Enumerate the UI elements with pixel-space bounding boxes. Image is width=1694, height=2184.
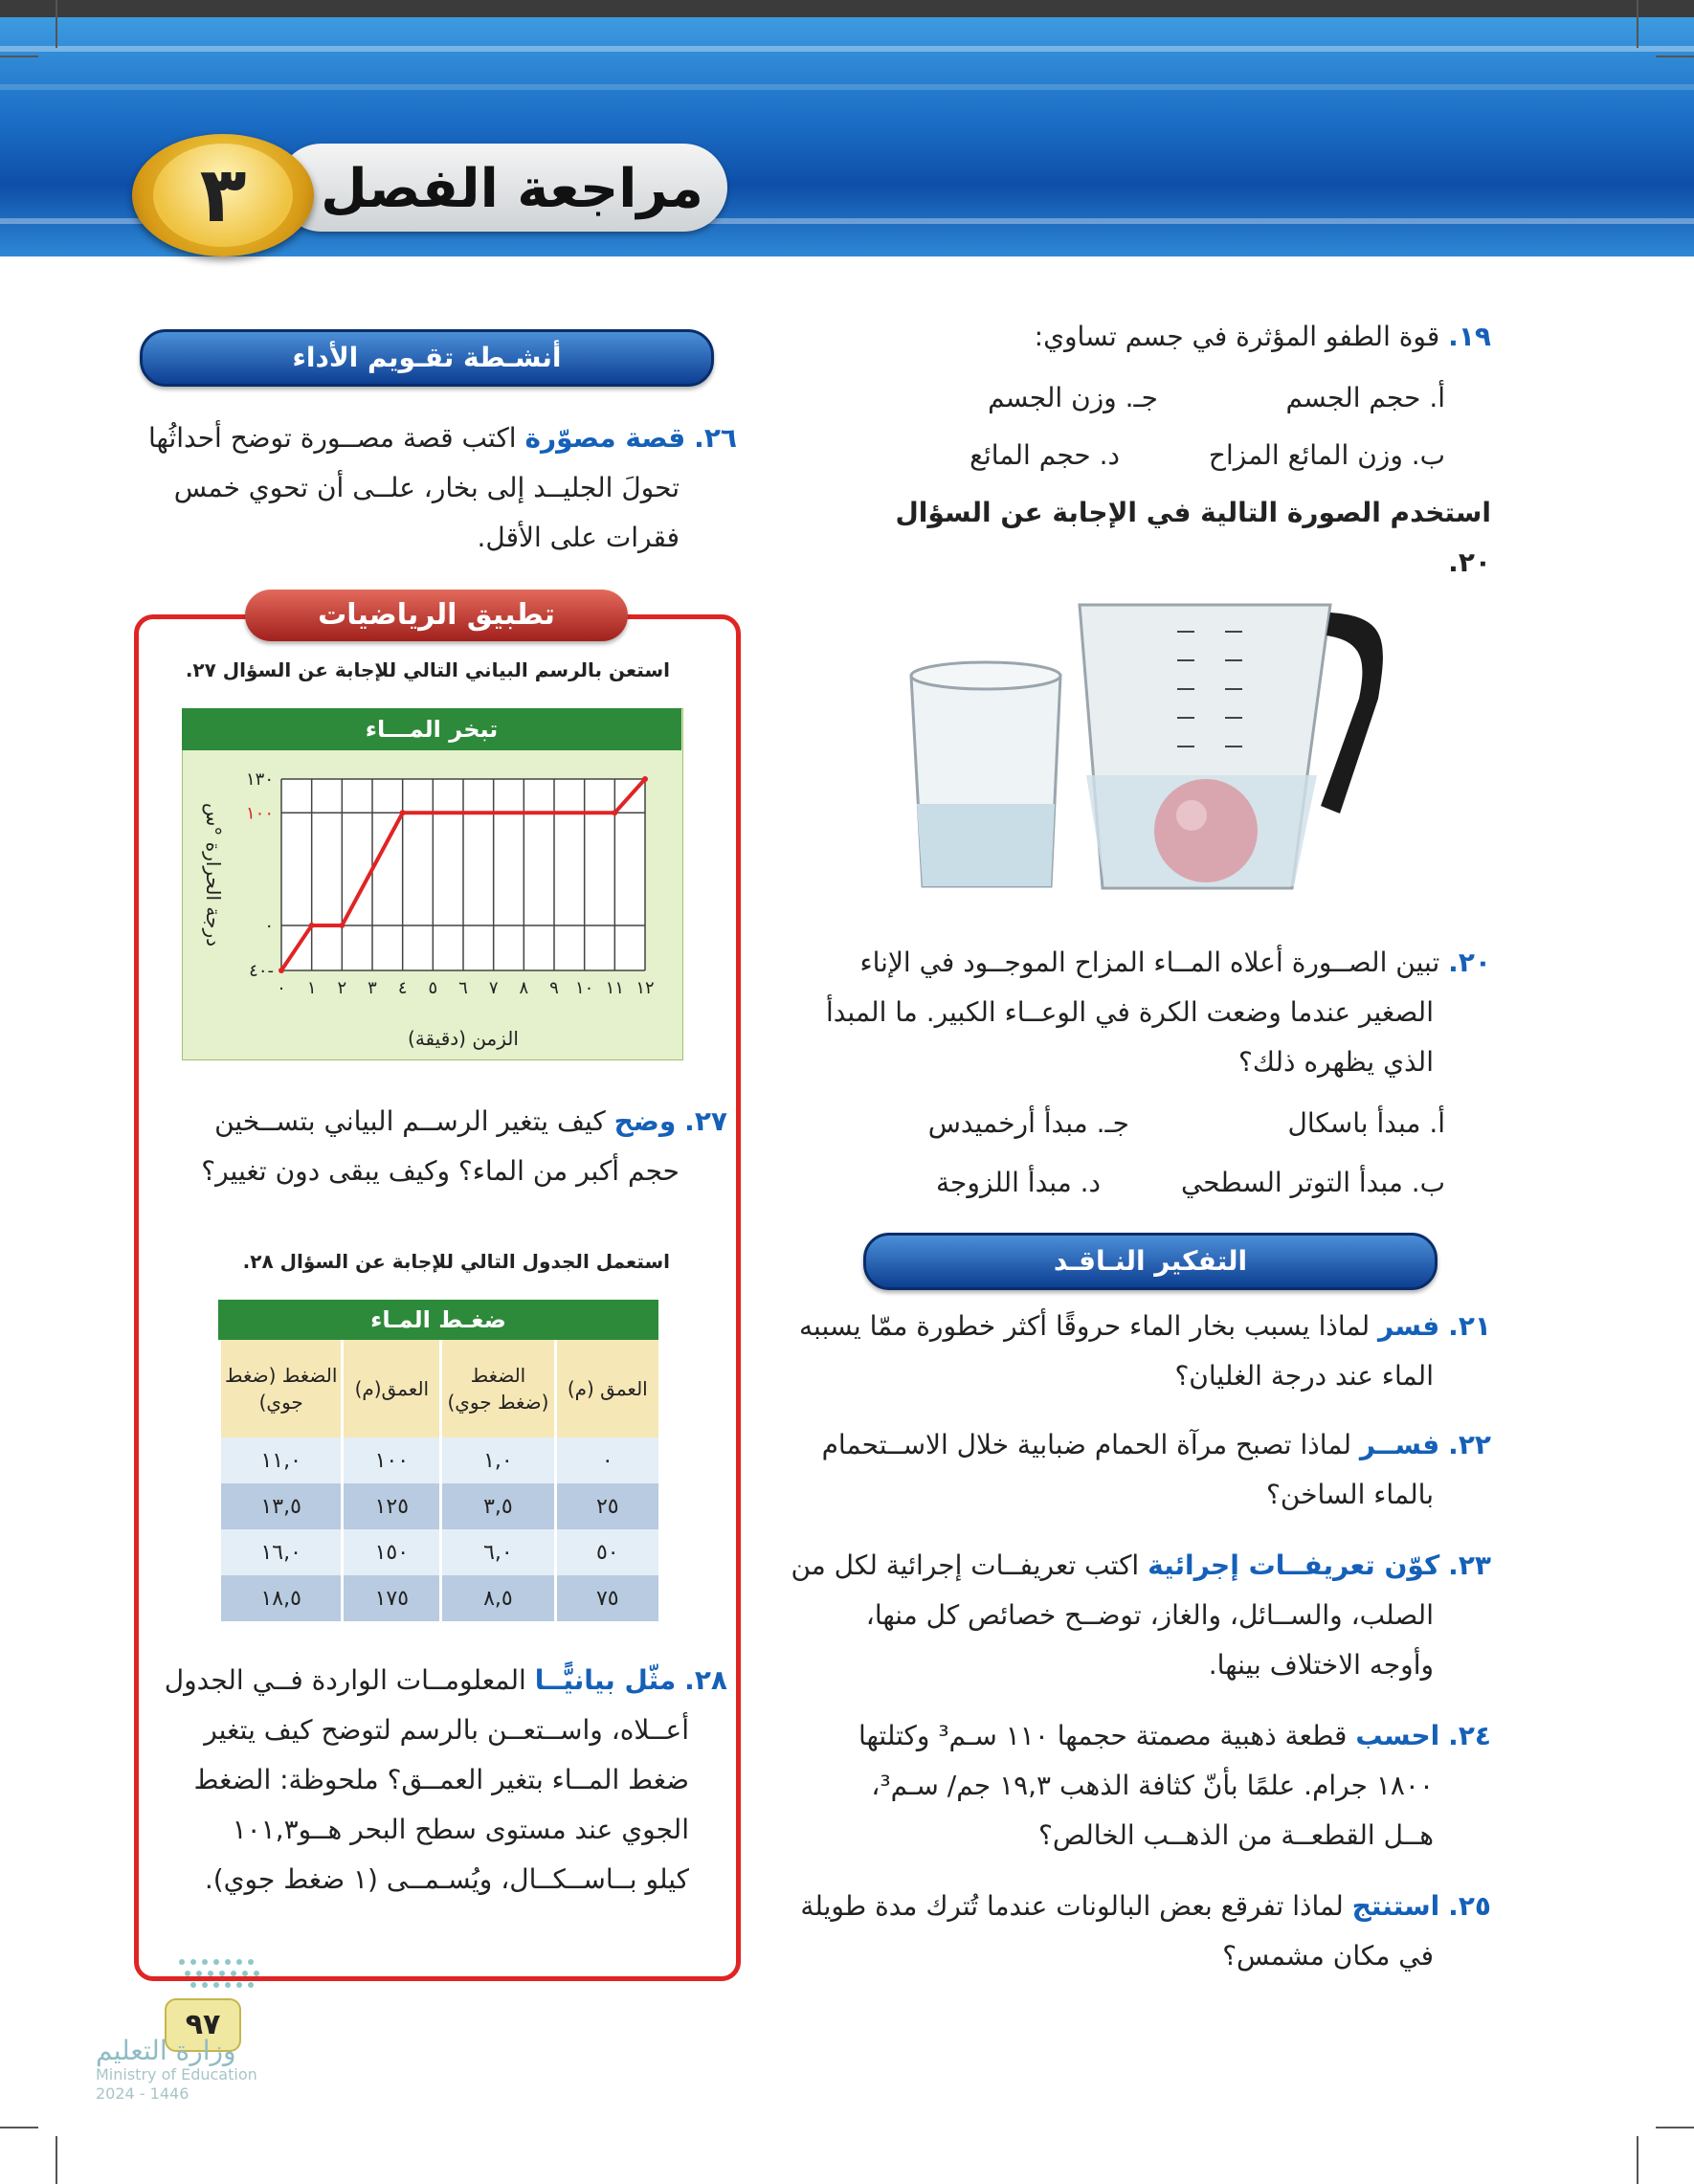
- question-keyword: قصة مصوّرة: [524, 422, 686, 454]
- data-point: [339, 923, 345, 928]
- question-line: المعلومــات الواردة فــي الجدول: [164, 1664, 535, 1696]
- ball: [1154, 779, 1258, 882]
- question-23: [785, 1541, 1491, 1690]
- question-number: ٢٤.: [1448, 1720, 1491, 1751]
- question-line: قطعة ذهبية مصمتة حجمها ١١٠ سـم³ وكتلتها: [858, 1720, 1356, 1751]
- math-application-header: تطبيق الرياضيات: [245, 590, 628, 641]
- data-point: [400, 810, 406, 815]
- banner-streak: [0, 46, 1694, 52]
- question-line: لماذا تفرقع بعض البالونات عندما تُترك مدة طويلة: [800, 1890, 1352, 1922]
- question-number: ٢٦.: [694, 422, 737, 454]
- table-header-row: [218, 1340, 658, 1437]
- question-line: تبين الصــورة أعلاه المــاء المزاح الموجــود في الإناء: [859, 947, 1440, 978]
- question-25: [785, 1882, 1491, 1981]
- column-header: الضغط (ضغط جوي): [218, 1340, 341, 1437]
- question-line: لماذا تصبح مرآة الحمام ضبابية خلال الاســتحمام: [821, 1429, 1360, 1460]
- question-line: حجم أكبر من الماء؟ وكيف يبقى دون تغيير؟: [201, 1155, 680, 1187]
- question-line: اكتب تعريفــات إجرائية لكل من: [791, 1549, 1148, 1581]
- crop-mark: [1637, 2136, 1638, 2184]
- crop-mark: [56, 2136, 57, 2184]
- y-axis-label: درجة الحرارة °س: [202, 802, 225, 947]
- y-tick-label: ٠: [264, 915, 274, 936]
- ministry-logo-dots: [172, 1954, 278, 1996]
- x-tick-label: ٣: [368, 978, 377, 998]
- option-a: أ. مبدأ باسكال: [1287, 1107, 1445, 1139]
- table-title: ضغـط المـاء: [218, 1300, 658, 1340]
- option-d: د. حجم المائع: [970, 439, 1120, 471]
- question-line: أعــلاه، واســتعــن بالرسم لتوضح كيف يتغير: [204, 1714, 689, 1746]
- question-line: الجوي عند مستوى سطح البحر هــو١٠١,٣: [232, 1814, 689, 1845]
- question-line: الصلب، والســائل، والغاز، توضــح خصائص كل منها،: [865, 1599, 1434, 1631]
- chapter-title: مراجعة الفصل: [321, 158, 703, 220]
- top-dark-bar: [0, 0, 1694, 17]
- option-b: ب. مبدأ التوتر السطحي: [1180, 1167, 1445, 1198]
- y-tick-label: ٤٠-: [249, 961, 274, 981]
- question-number: ٢٥.: [1448, 1890, 1491, 1922]
- x-tick-label: ٥: [428, 978, 438, 998]
- question-24: [785, 1711, 1491, 1861]
- table-cell: ١٨,٥: [218, 1575, 341, 1621]
- question-number: ٢٨.: [684, 1664, 727, 1696]
- water-pressure-table: [218, 1340, 658, 1621]
- option-c: جـ. مبدأ أرخميدس: [927, 1107, 1129, 1139]
- page-number: ٩٧: [165, 1998, 241, 2052]
- table-cell: ١,٠: [439, 1437, 553, 1483]
- x-tick-label: ١: [306, 978, 317, 998]
- performance-activities-header: أنشـطة تقـويم الأداء: [140, 329, 714, 387]
- question-keyword: مثّل بيانيًّــا: [534, 1664, 677, 1696]
- question-line: تحولَ الجليــد إلى بخار، علــى أن تحوي خمس: [173, 472, 680, 503]
- question-line: وأوجه الاختلاف بينها.: [1208, 1649, 1434, 1681]
- question-line: الماء عند درجة الغليان؟: [1174, 1360, 1434, 1392]
- data-point: [612, 810, 617, 815]
- option-b: ب. وزن المائع المزاح: [1208, 439, 1445, 471]
- question-line: اكتب قصة مصــورة توضح أحداثُها: [148, 422, 525, 454]
- question-27: [163, 1097, 727, 1196]
- table-cell: ١٦,٠: [218, 1529, 341, 1575]
- jug-handle: [1321, 613, 1383, 813]
- x-tick-label: ٤: [397, 978, 408, 998]
- question-number: ١٩.: [1448, 321, 1491, 352]
- table-cell: ١٢٥: [341, 1483, 439, 1529]
- y-tick-label: ١٠٠: [245, 803, 274, 824]
- y-tick-labels: [246, 769, 274, 981]
- ball-highlight: [1176, 800, 1207, 831]
- crop-mark: [56, 0, 57, 48]
- buoyancy-photo: [890, 593, 1407, 900]
- option-c: جـ. وزن الجسم: [988, 382, 1158, 413]
- table-row: [218, 1575, 658, 1621]
- table-cell: ٠: [554, 1437, 658, 1483]
- data-point: [309, 923, 315, 928]
- table-cell: ٣,٥: [439, 1483, 553, 1529]
- crop-mark: [0, 56, 38, 57]
- beaker-water: [917, 804, 1055, 886]
- crop-mark: [1637, 0, 1638, 48]
- table-cell: ١٧٥: [341, 1575, 439, 1621]
- x-tick-label: ٦: [458, 978, 468, 998]
- question-line: في مكان مشمس؟: [1222, 1940, 1434, 1972]
- table-row: [218, 1529, 658, 1575]
- question-number: ٢١.: [1448, 1310, 1491, 1342]
- chart-title: تبخر المـــاء: [182, 708, 681, 750]
- table-cell: ٥٠: [554, 1529, 658, 1575]
- x-tick-label: ٧: [488, 978, 499, 998]
- data-point: [279, 968, 284, 973]
- table-row: [218, 1483, 658, 1529]
- question-number: ٢٢.: [1448, 1429, 1491, 1460]
- question-line: هــل القطعــة من الذهــب الخالص؟: [1038, 1819, 1434, 1851]
- table-cell: ٨,٥: [439, 1575, 553, 1621]
- use-image-instruction: استخدم الصورة التالية في الإجابة عن السؤال ٢٠.: [895, 497, 1491, 578]
- edition-year: 2024 - 1446: [96, 2084, 189, 2103]
- x-tick-label: ١١: [605, 978, 625, 998]
- x-tick-labels: [277, 978, 655, 998]
- x-tick-label: ٩: [549, 978, 559, 998]
- question-keyword: احسب: [1355, 1720, 1440, 1751]
- question-keyword: فسر: [1378, 1310, 1440, 1342]
- crop-mark: [1656, 56, 1694, 57]
- question-number: ٢٣.: [1448, 1549, 1491, 1581]
- question-line: فقرات على الأقل.: [477, 522, 680, 553]
- banner-streak: [0, 84, 1694, 90]
- x-tick-label: ٨: [519, 978, 529, 998]
- question-number: ٢٧.: [684, 1105, 727, 1137]
- option-a: أ. حجم الجسم: [1285, 382, 1445, 413]
- column-header: العمق(م): [341, 1340, 439, 1437]
- crop-mark: [0, 2127, 38, 2128]
- question-21: [785, 1302, 1491, 1401]
- column-header: العمق (م): [554, 1340, 658, 1437]
- question-line: بالماء الساخن؟: [1266, 1479, 1434, 1510]
- question-line: الذي يظهره ذلك؟: [1238, 1046, 1434, 1078]
- question-22: [785, 1420, 1491, 1520]
- question-line: ضغط المــاء بتغير العمــق؟ ملحوظة: الضغط: [193, 1764, 689, 1795]
- question-line: لماذا يسبب بخار الماء حروقًا أكثر خطورة ممّا يسببه: [799, 1310, 1379, 1342]
- ministry-name-arabic: وزارة التعليم: [96, 2035, 236, 2066]
- question-text: قوة الطفو المؤثرة في جسم تساوي:: [1034, 321, 1440, 352]
- question-number: ٢٠.: [1448, 947, 1491, 978]
- y-tick-label: ١٣٠: [245, 769, 274, 790]
- chapter-number: ٣: [153, 144, 293, 247]
- table-cell: ٧٥: [554, 1575, 658, 1621]
- ministry-name-english: Ministry of Education: [96, 2065, 257, 2084]
- question-keyword: كوّن تعريفــات إجرائية: [1148, 1549, 1440, 1581]
- column-header: الضغط (ضغط جوي): [439, 1340, 553, 1437]
- beaker-rim: [911, 662, 1060, 689]
- question-28: [163, 1656, 727, 1905]
- table-cell: ١١,٠: [218, 1437, 341, 1483]
- question-keyword: استنتج: [1351, 1890, 1440, 1922]
- table-instruction: استعمل الجدول التالي للإجابة عن السؤال ٢٨.: [242, 1250, 670, 1273]
- evaporation-chart: [182, 750, 681, 1059]
- question-keyword: وضح: [613, 1105, 677, 1137]
- table-cell: ١٥٠: [341, 1529, 439, 1575]
- question-line: ١٨٠٠ جرام. علمًا بأنّ كثافة الذهب ١٩,٣ جم/ سـم³،: [871, 1770, 1434, 1801]
- option-d: د. مبدأ اللزوجة: [936, 1167, 1101, 1198]
- critical-thinking-header: التفكير النـاقـد: [863, 1233, 1438, 1290]
- question-19: [861, 312, 1491, 362]
- graph-instruction: استعن بالرسم البياني التالي للإجابة عن السؤال ٢٧.: [185, 658, 670, 681]
- x-tick-label: ٠: [277, 978, 286, 998]
- crop-mark: [1656, 2127, 1694, 2128]
- data-point: [642, 776, 648, 782]
- x-axis-label: الزمن (دقيقة): [408, 1027, 519, 1050]
- x-tick-label: ٢: [337, 978, 347, 998]
- x-tick-label: ١٠: [574, 978, 594, 998]
- table-cell: ١٠٠: [341, 1437, 439, 1483]
- question-line: الصغير عندما وضعت الكرة في الوعــاء الكبير. ما المبدأ: [825, 996, 1434, 1028]
- x-tick-label: ١٢: [635, 978, 655, 998]
- question-26: [115, 413, 737, 563]
- question-line: كيلو بــاســكــال، ويُسـمــى (١ ضغط جوي).: [204, 1863, 689, 1895]
- table-cell: ١٣,٥: [218, 1483, 341, 1529]
- table-cell: ٢٥: [554, 1483, 658, 1529]
- question-line: كيف يتغير الرســم البياني بتســخين: [214, 1105, 614, 1137]
- question-keyword: فســر: [1359, 1429, 1440, 1460]
- table-cell: ٦,٠: [439, 1529, 553, 1575]
- question-20: [785, 938, 1491, 1087]
- table-row: [218, 1437, 658, 1483]
